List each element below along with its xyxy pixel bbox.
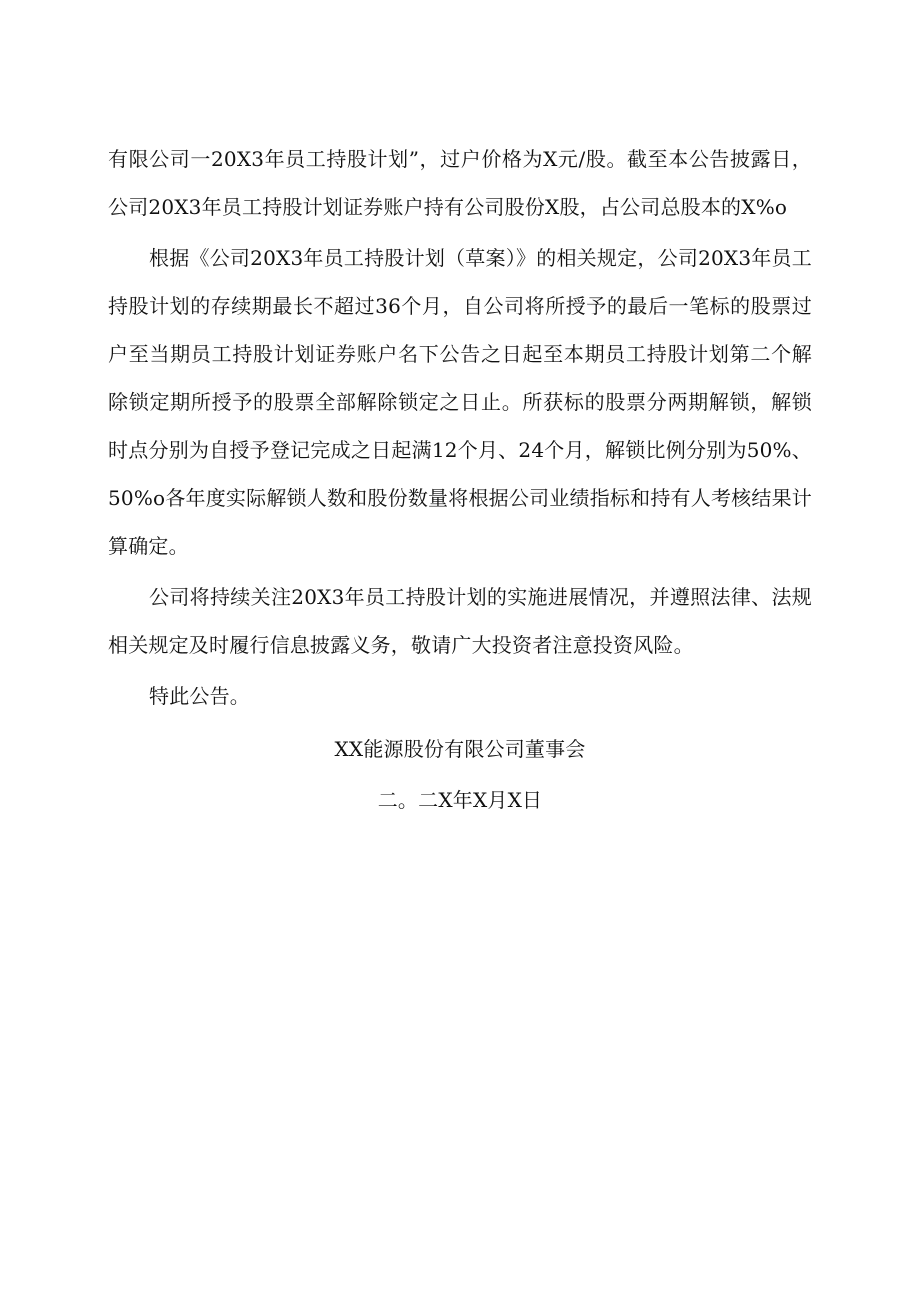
signature-organization: XX能源股份有限公司董事会	[334, 737, 586, 761]
paragraph-disclosure-commitment: 公司将持续关注20X3年员工持股计划的实施进展情况，并遵照法律、法规相关规定及时履行信息披露义务，敬请广大投资者注意投资风险。	[108, 585, 812, 657]
signature-date: 二。二X年X月X日	[377, 788, 543, 812]
document-body	[108, 135, 812, 824]
paragraph-closing: 特此公告。	[149, 684, 250, 708]
paragraph-plan-duration: 根据《公司20X3年员工持股计划（草案）》的相关规定，公司20X3年员工持股计划的存续期最长不超过36个月，自公司将所授予的最后一笔标的股票过户至当期员工持股计划证券账户名下公告之日起至本期员工持股计划第二个解除锁定期所授予的股票全部解除锁定之日止。所获标的股票分两期解锁，解锁时点分别为自授予登记完成之日起满12个月、24个月，解锁比例分别为50%、50%o各年度实际解锁人数和股份数量将根据公司业绩指标和持有人考核结果计算确定。	[108, 246, 812, 558]
paragraph-holding-info: 有限公司一20X3年员工持股计划”，过户价格为X元/股。截至本公告披露日，公司20X3年员工持股计划证券账户持有公司股份X股，占公司总股本的X%o	[108, 147, 812, 219]
